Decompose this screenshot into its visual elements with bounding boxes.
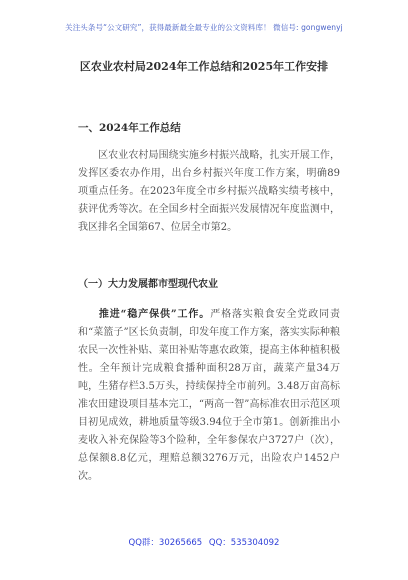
summary-paragraph bbox=[78, 147, 340, 237]
paragraph-lead: 推进“稳产保供”工作。 bbox=[98, 309, 211, 320]
qq-number: QQ：535304092 bbox=[208, 538, 280, 548]
qq-group-number: QQ群：30265665 bbox=[128, 538, 203, 548]
document-title: 区农业农村局2024年工作总结和2025年工作安排 bbox=[79, 60, 329, 73]
subsection-heading-agriculture: （一）大力发展都市型现代农业 bbox=[78, 279, 218, 290]
promo-header: 关注头条号“公文研究”，获得最新最全最专业的公文资料库！ 微信号: gongwenyj bbox=[65, 23, 343, 32]
summary-paragraph-text: 区农业农村局围绕实施乡村振兴战略，扎实开展工作，发挥区委农办作用，出台乡村振兴年度工作方案，明确89项重点任务。在2023年度全市乡村振兴战略实绩考核中，获评优秀等次。在全国乡村全面振兴发展情况年度监测中，我区排名全国第67、位居全市第2。 bbox=[78, 150, 340, 233]
agriculture-paragraph bbox=[78, 306, 340, 486]
contact-footer bbox=[0, 536, 408, 548]
agriculture-paragraph-text: 严格落实粮食安全党政同责和“菜篮子”区长负责制，印发年度工作方案，落实实际种粮农民一次性补贴、菜田补贴等惠农政策，提高主体种植积极性。全年预计完成粮食播种面积28万亩，蔬菜产量34万吨，生猪存栏3.5万头，持续保持全市前列。3.48万亩高标准农田建设项目基本完工，“两高一智”高标准农田示范区项目初见成效，耕地质量等级3.94位于全市第1。创新推出小麦收入补充保险等3个险种，全年参保农户3727户（次），总保额8.8亿元，理赔总额3276万元，出险农户1452户次。 bbox=[78, 309, 340, 482]
section-heading-summary: 一、2024年工作总结 bbox=[78, 122, 181, 134]
